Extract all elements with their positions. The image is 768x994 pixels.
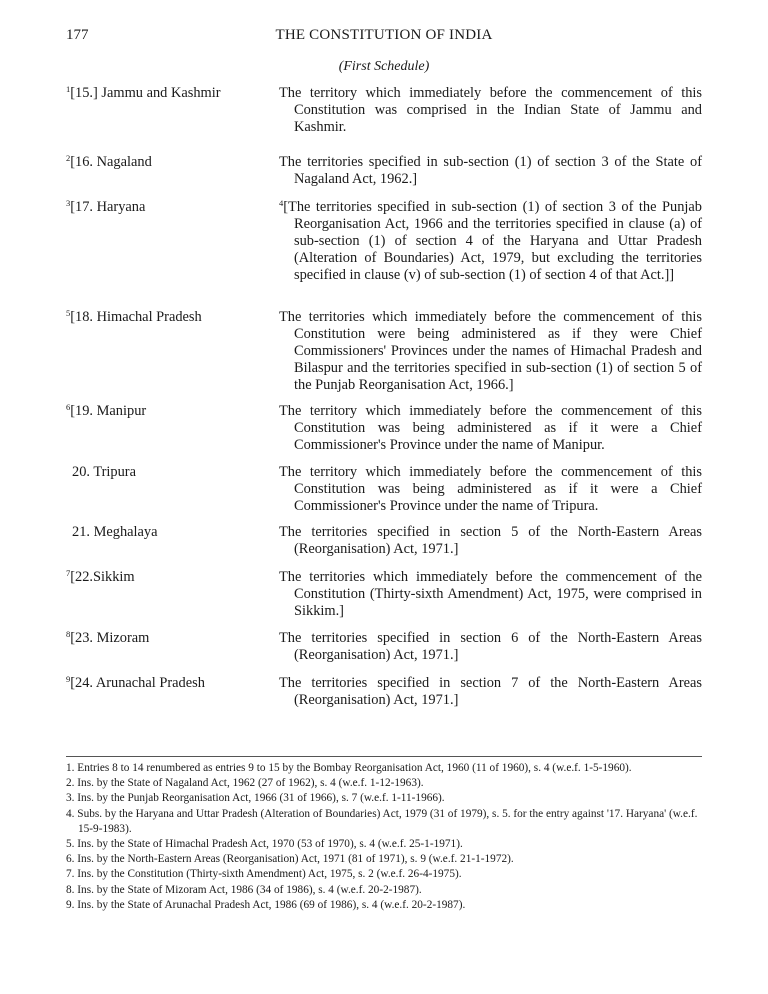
entry-description: The territories specified in section 5 of the North-Eastern Areas (Reorganisation) Act, 1971.] [279, 524, 702, 557]
entry-nagaland [66, 154, 702, 199]
entry-name: $^8$[23. Mizoram [66, 629, 150, 646]
entry-name: 21. Meghalaya [72, 524, 158, 540]
schedule-title: (First Schedule) [338, 59, 430, 74]
page-title: THE CONSTITUTION OF INDIA [275, 27, 493, 43]
entry-sikkim [66, 569, 702, 630]
footnote-divider [66, 756, 702, 757]
footnote: 7. Ins. by the Constitution (Thirty-sixth Amendment) Act, 1975, s. 2 (w.e.f. 26-4-1975). [66, 868, 462, 881]
footnote-marker: 6 [66, 402, 71, 412]
entry-description: $^4$[The territories specified in sub-section (1) of section 3 of the Punjab Reorganisation Act, 1966 and the territories specified in clause (a) of sub-section (1) of section 4 of the Haryana and Uttar Pradesh (Alteration of Boundaries) Act, 1979, but excluding the territories specified in clause (v) of sub-section (1) of section 4 of that Act.]] [279, 198, 702, 283]
entry-name: $^6$[19. Manipur [66, 402, 147, 419]
entry-name: $^1$[15.] Jammu and Kashmir [66, 84, 221, 101]
page-number: 177 [66, 27, 89, 43]
entry-haryana [66, 199, 702, 309]
entry-name: $^9$[24. Arunachal Pradesh [66, 674, 205, 691]
entry-description: The territories which immediately before the commencement of the Constitution (Thirty-sixth Amendment) Act, 1975, were comprised in Sikkim.] [279, 569, 702, 619]
footnote: 9. Ins. by the State of Arunachal Pradesh Act, 1986 (69 of 1986), s. 4 (w.e.f. 20-2-1987). [66, 898, 466, 911]
footnote: 4. Subs. by the Haryana and Uttar Pradesh (Alteration of Boundaries) Act, 1979 (31 of 1979), s. 5. for the entry against '17. Haryana' (w.e.f. 15-9-1983). [66, 807, 698, 835]
footnote: 5. Ins. by the State of Himachal Pradesh Act, 1970 (53 of 1970), s. 4 (w.e.f. 25-1-1971). [66, 838, 463, 851]
entry-description: The territory which immediately before the commencement of this Constitution was comprised in the Indian State of Jammu and Kashmir. [279, 85, 702, 135]
entry-name: $^7$[22.Sikkim [66, 568, 135, 585]
entry-tripura [66, 464, 702, 524]
entry-mizoram [66, 630, 702, 675]
entry-himachal-pradesh [66, 309, 702, 403]
footnotes [66, 761, 702, 913]
schedule-entries [66, 85, 702, 720]
footnote-marker: 5 [66, 308, 71, 318]
footnote-marker: 8 [66, 629, 71, 639]
footnote: 3. Ins. by the Punjab Reorganisation Act, 1966 (31 of 1966), s. 7 (w.e.f. 1-11-1966). [66, 792, 445, 805]
entry-description: The territory which immediately before the commencement of this Constitution was being administered as if it were a Chief Commissioner's Province under the name of Tripura. [279, 464, 702, 514]
entry-description: The territory which immediately before the commencement of this Constitution was being administered as if it were a Chief Commissioner's Province under the name of Manipur. [279, 403, 702, 453]
entry-jammu-and-kashmir [66, 85, 702, 154]
entry-manipur [66, 403, 702, 464]
entry-name: 20. Tripura [72, 464, 136, 480]
entry-arunachal-pradesh [66, 675, 702, 720]
footnote: 8. Ins. by the State of Mizoram Act, 1986 (34 of 1986), s. 4 (w.e.f. 20-2-1987). [66, 883, 422, 896]
entry-description: The territories specified in section 6 of the North-Eastern Areas (Reorganisation) Act, 1971.] [279, 630, 702, 663]
footnote: 6. Ins. by the North-Eastern Areas (Reorganisation) Act, 1971 (81 of 1971), s. 9 (w.e.f. 21-1-1972). [66, 853, 514, 866]
entry-description: The territories specified in section 7 of the North-Eastern Areas (Reorganisation) Act, 1971.] [279, 675, 702, 708]
entry-name: $^5$[18. Himachal Pradesh [66, 308, 202, 325]
entry-name: $^3$[17. Haryana [66, 198, 146, 215]
footnote-marker: 3 [66, 198, 71, 208]
footnote-marker: 7 [66, 568, 71, 578]
footnote-marker: 9 [66, 674, 71, 684]
footnote: 1. Entries 8 to 14 renumbered as entries 9 to 15 by the Bombay Reorganisation Act, 1960 (11 of 1960), s. 4 (w.e.f. 1-5-1960). [66, 762, 632, 774]
footnote-marker: 2 [66, 153, 71, 163]
entry-description: The territories which immediately before the commencement of this Constitution were being administered as if they were Chief Commissioners' Provinces under the names of Himachal Pradesh and Bilaspur and the territories specified in sub-section (1) of section 5 of the Punjab Reorganisation Act, 1966.] [279, 309, 702, 393]
footnote-marker: 4 [279, 198, 284, 208]
footnote: 2. Ins. by the State of Nagaland Act, 1962 (27 of 1962), s. 4 (w.e.f. 1-12-1963). [66, 777, 424, 790]
footnote-marker: 1 [66, 84, 71, 94]
entry-meghalaya [66, 524, 702, 569]
entry-name: $^2$[16. Nagaland [66, 153, 152, 170]
entry-description: The territories specified in sub-section (1) of section 3 of the State of Nagaland Act, 1962.] [279, 154, 702, 187]
